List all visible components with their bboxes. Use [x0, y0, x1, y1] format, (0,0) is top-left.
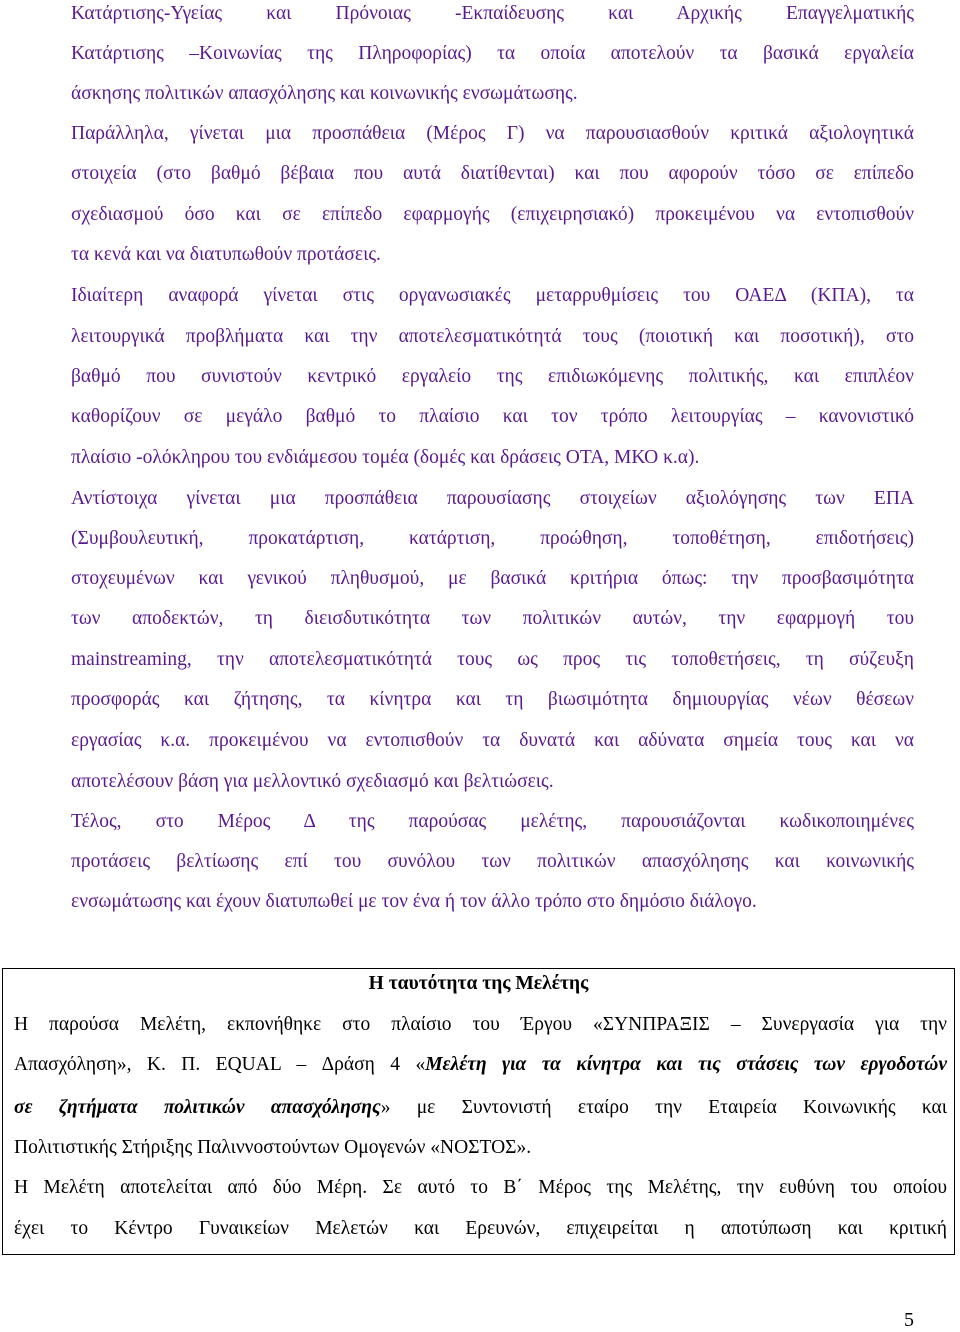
box-line-2-italic: Μελέτη για τα κίνητρα και τις στάσεις των εργοδοτών	[425, 1054, 948, 1075]
body-line: προτάσεις βελτίωσης επί του συνόλου των πολιτικών απασχόλησης και κοινωνικής	[71, 851, 914, 872]
body-line: στοιχεία (στο βαθμό βέβαια που αυτά διατίθενται) και που αφορούν τόσο σε επίπεδο	[71, 163, 914, 184]
body-line: ενσωμάτωσης και έχουν διατυπωθεί με τον ένα ή τον άλλο τρόπο στο δημόσιο διάλογο.	[71, 891, 757, 912]
body-line: εργασίας κ.α. προκειμένου να εντοπισθούν τα δυνατά και αδύνατα σημεία τους και να	[71, 730, 914, 751]
study-identity-box	[2, 968, 955, 1255]
page-number: 5	[904, 1309, 914, 1331]
body-line: Παράλληλα, γίνεται μια προσπάθεια (Μέρος Γ) να παρουσιασθούν κριτικά αξιολογητικά	[71, 123, 914, 144]
box-line-5: Η Μελέτη αποτελείται από δύο Μέρη. Σε αυτό το Β΄ Μέρος της Μελέτης, την ευθύνη του οποίου	[14, 1177, 947, 1198]
box-line-1: Η παρούσα Μελέτη, εκπονήθηκε στο πλαίσιο του Έργου «ΣΥΝΠΡΑΞΙΣ – Συνεργασία για την	[14, 1014, 947, 1035]
body-line: προσφοράς και ζήτησης, τα κίνητρα και τη βιωσιμότητα δημιουργίας νέων θέσεων	[71, 689, 914, 710]
body-line: (Συμβουλευτική, προκατάρτιση, κατάρτιση, προώθηση, τοποθέτηση, επιδοτήσεις)	[71, 528, 914, 549]
box-line-3	[14, 1096, 947, 1120]
body-line: Κατάρτισης-Υγείας και Πρόνοιας -Εκπαίδευσης και Αρχικής Επαγγελματικής	[71, 3, 914, 24]
body-line: Κατάρτισης –Κοινωνίας της Πληροφορίας) τα οποία αποτελούν τα βασικά εργαλεία	[71, 43, 914, 64]
body-line: των αποδεκτών, τη διεισδυτικότητα των πολιτικών αυτών, την εφαρμογή του	[71, 608, 914, 629]
body-line: καθορίζουν σε μεγάλο βαθμό το πλαίσιο και τον τρόπο λειτουργίας – κανονιστικό	[71, 406, 914, 427]
body-line: Ιδιαίτερη αναφορά γίνεται στις οργανωσιακές μεταρρυθμίσεις του ΟΑΕΔ (ΚΠΑ), τα	[71, 285, 914, 306]
body-line: άσκησης πολιτικών απασχόλησης και κοινωνικής ενσωμάτωσης.	[71, 83, 578, 104]
body-line: τα κενά και να διατυπωθούν προτάσεις.	[71, 244, 381, 265]
box-line-3-italic: σε ζητήματα πολιτικών απασχόλησης	[14, 1097, 381, 1118]
box-line-6: έχει το Κέντρο Γυναικείων Μελετών και Ερευνών, επιχειρείται η αποτύπωση και κριτική	[14, 1218, 947, 1239]
body-line: Τέλος, στο Μέρος Δ της παρούσας μελέτης, παρουσιάζονται κωδικοποιημένες	[71, 811, 914, 832]
body-line: Αντίστοιχα γίνεται μια προσπάθεια παρουσίασης στοιχείων αξιολόγησης των ΕΠΑ	[71, 488, 914, 509]
box-line-2	[14, 1053, 947, 1077]
body-line: πλαίσιο -ολόκληρου του ενδιάμεσου τομέα (δομές και δράσεις ΟΤΑ, ΜΚΟ κ.α).	[71, 447, 700, 468]
body-line: σχεδιασμού όσο και σε επίπεδο εφαρμογής (επιχειρησιακό) προκειμένου να εντοπισθούν	[71, 204, 914, 225]
body-line: αποτελέσουν βάση για μελλοντικό σχεδιασμό και βελτιώσεις.	[71, 771, 554, 792]
body-line: mainstreaming, την αποτελεσματικότητά τους ως προς τις τοποθετήσεις, τη σύζευξη	[71, 649, 914, 670]
box-line-4: Πολιτιστικής Στήριξης Παλιννοστούντων Ομογενών «ΝΟΣΤΟΣ».	[14, 1137, 532, 1158]
box-title: Η ταυτότητα της Μελέτης	[368, 973, 589, 994]
body-line: στοχευμένων και γενικού πληθυσμού, με βασικά κριτήρια όπως: την προσβασιμότητα	[71, 568, 914, 589]
box-line-3-plain: » με Συντονιστή εταίρο την Εταιρεία Κοινωνικής και	[380, 1097, 947, 1118]
box-line-2-plain: Απασχόληση», Κ. Π. EQUAL – Δράση 4 «	[14, 1054, 426, 1075]
body-line: βαθμό που συνιστούν κεντρικό εργαλείο της επιδιωκόμενης πολιτικής, και επιπλέον	[71, 366, 914, 387]
body-line: λειτουργικά προβλήματα και την αποτελεσματικότητά τους (ποιοτική και ποσοτική), στο	[71, 326, 914, 347]
